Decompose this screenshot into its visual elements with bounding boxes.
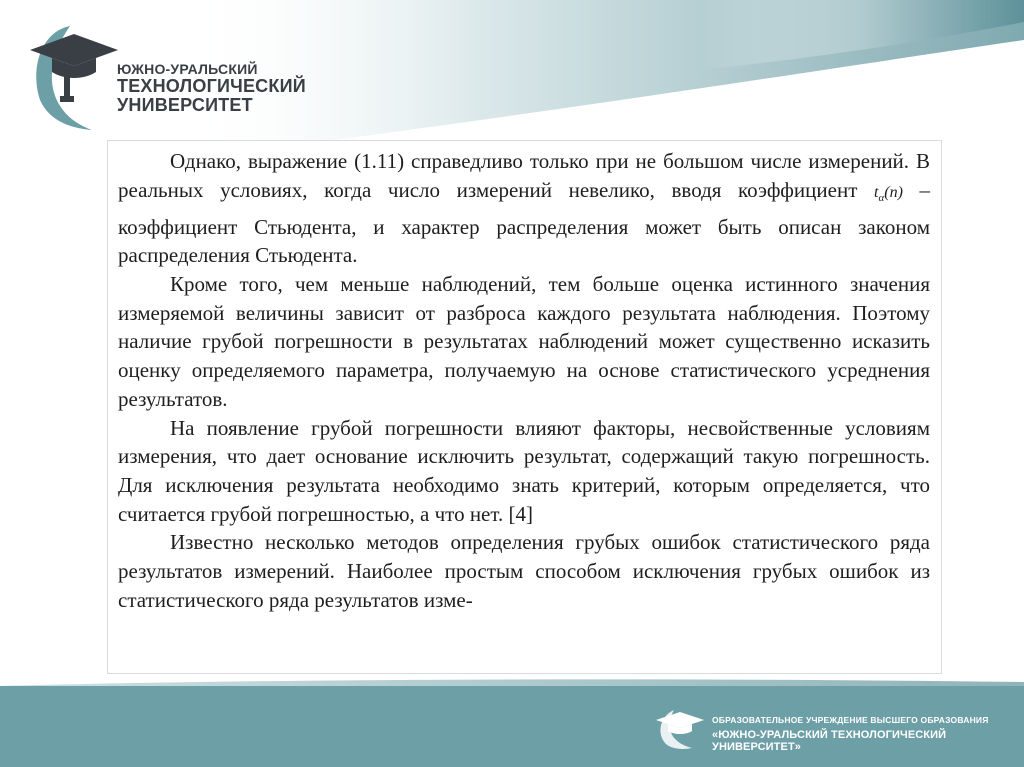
formula-subscript: α xyxy=(878,191,885,204)
graduation-cap-icon xyxy=(22,20,122,130)
paragraph-1-text-start: Однако, выражение (1.11) справедливо только при не большом числе измерений. В реальных условиях, когда число измерений невелико, вводя коэффициент xyxy=(118,149,930,202)
university-name xyxy=(117,62,306,114)
university-logo xyxy=(22,20,306,135)
paragraph-1-text-end: – коэффициент Стьюдента, и характер распределения может быть описан законом распределения Стьюдента. xyxy=(118,177,931,268)
paragraph-4: Известно несколько методов определения грубых ошибок статистического ряда результатов измерений. Наиболее простым способом исключения грубых ошибок из статистического ряда результатов изме- xyxy=(118,530,930,612)
student-coefficient-formula xyxy=(874,183,903,204)
university-name-line2: ТЕХНОЛОГИЧЕСКИЙ xyxy=(117,75,306,96)
formula-t: t xyxy=(874,183,879,201)
paragraph-3: На появление грубой погрешности влияют факторы, несвойственные условиям измерения, что дает основание исключить результат, содержащий такую погрешность. Для исключения результата необходимо знать критерий, которым определяется, что считается грубой погрешностью, а что нет. [4] xyxy=(118,415,930,526)
university-name-line3: УНИВЕРСИТЕТ xyxy=(117,94,253,115)
footer-line2: «ЮЖНО-УРАЛЬСКИЙ ТЕХНОЛОГИЧЕСКИЙ УНИВЕРСИТЕТ» xyxy=(712,729,947,753)
footer-line1: ОБРАЗОВАТЕЛЬНОЕ УЧРЕЖДЕНИЕ ВЫСШЕГО ОБРАЗОВАНИЯ xyxy=(712,715,989,725)
footer-logo-icon xyxy=(652,706,708,750)
university-name-line1: ЮЖНО-УРАЛЬСКИЙ xyxy=(117,61,258,77)
paragraph-1 xyxy=(118,147,930,270)
document-body xyxy=(118,147,930,614)
footer-institution xyxy=(712,715,1024,753)
paragraph-2: Кроме того, чем меньше наблюдений, тем больше оценка истинного значения измеряемой величины зависит от разброса каждого результата наблюдения. Поэтому наличие грубой погрешности в результатах наблюдений может существенно исказить оценку определяемого параметра, получаемую на основе статистического усреднения результатов. xyxy=(118,272,930,411)
document-scan xyxy=(108,141,941,673)
formula-argument: (n) xyxy=(884,183,903,201)
